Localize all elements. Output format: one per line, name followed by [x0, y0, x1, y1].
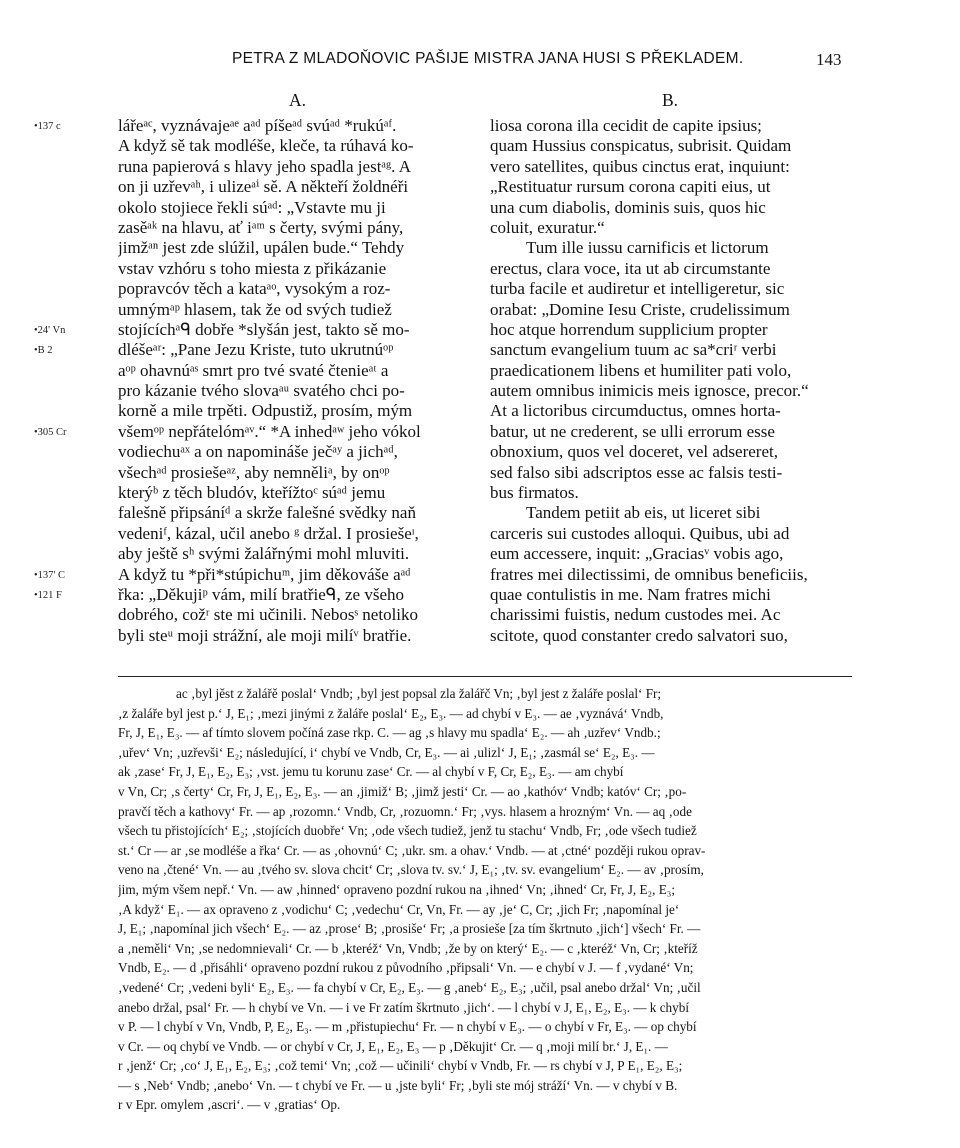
text-line: autem omnibus inimicis meis ignosce, precor.“ — [490, 381, 809, 401]
footnote-line: st.‘ Cr — ar ‚se modléše a řka‘ Cr. — as ‚ohovnú‘ C; ‚ukr. sm. a ohav.‘ Vndb. — at ‚ctné‘ později rukou oprav- — [118, 842, 706, 858]
footnote-line: v Cr. — oq chybí ve Vndb. — or chybí v Cr, J, E₁, E₂, E₃ — p ‚Děkujit‘ Cr. — q ‚moji milí br.‘ J, E₁. — — [118, 1038, 668, 1054]
text-line: falešně připsáníᵈ a skrže falešné svědky naň — [118, 503, 416, 523]
text-line: vedeniᶠ, kázal, učil anebo ᵍ držal. I prosiešeᶦ, — [118, 523, 419, 543]
text-line: aᵒᵖ ohavnúᵃˢ smrt pro tvé svaté čtenieᵃᵗ a — [118, 360, 389, 380]
text-line: lářeᵃᶜ, vyznávajeᵃᵉ aᵃᵈ píšeᵃᵈ svúᵃᵈ *rukúᵃᶠ. — [118, 116, 397, 135]
text-line: stojícíchᵃᑫ dobře *slyšán jest, takto sě mo- — [118, 319, 410, 339]
text-line: korně a mile trpěti. Odpustiž, prosím, mým — [118, 401, 413, 421]
text-line: scitote, quod constanter credo salvatori suo, — [490, 625, 788, 645]
text-line: turba facile et audiretur et intelligeretur, sic — [490, 279, 785, 299]
text-line: on ji uzřevᵃʰ, i ulizeᵃⁱ sě. A někteří žoldnéři — [118, 177, 409, 197]
text-line: „Restituatur rursum corona capiti eius, ut — [490, 177, 771, 197]
margin-note: •B 2 — [34, 345, 53, 357]
footnote-line: ac ‚byl jěst z žalářě poslal‘ Vndb; ‚byl jest popsal zla žalářč Vn; ‚byl jest z žaláře poslal‘ Fr; — [176, 686, 662, 701]
footnote-line: ‚vedené‘ Cr; ‚vedeni byli‘ E₂, E₃. — fa chybí v Cr, E₂, E₃. — g ‚aneb‘ E₂, E₃; ‚učil, psal anebo držal‘ Vn; ‚učil — [118, 979, 701, 995]
text-line: sanctum evangelium tuum ac sa*criʳ verbi — [490, 340, 777, 360]
footnote-line: r ‚jenž‘ Cr; ‚co‘ J, E₁, E₂, E₃; ‚což temi‘ Vn; ‚což — učinili‘ chybí v Vndb, Fr. — rs chybí v J, P E₁, E₂, E₃; — [118, 1058, 683, 1074]
text-line: vstav vzhóru s toho miesta z přikázanie — [118, 258, 387, 278]
footnote-line: jim, mým všem nepř.‘ Vn. — aw ‚hinned‘ opraveno pozdní rukou na ‚ihned‘ Vn; ‚ihned‘ Cr, Fr, J, E₂, E₃; — [118, 881, 676, 897]
footnote-line: a ‚neměli‘ Vn; ‚se nedomnievali‘ Cr. — b ‚kteréž‘ Vn, Vndb; ‚že by on který‘ E₂. — c ‚kteréž‘ Vn, Cr; ‚kteříž — [118, 940, 698, 956]
text-line: fratres mei dilectissimi, de omnibus beneficiis, — [490, 564, 808, 584]
text-line: runa papierová s hlavy jeho spadla jestᵃᵍ. A — [118, 156, 412, 176]
page-number: 143 — [816, 50, 842, 69]
running-title: PETRA Z MLADOŇOVIC PAŠIJE MISTRA JANA HUSI S PŘEKLADEM. — [232, 50, 744, 67]
margin-note: •137 c — [34, 121, 61, 132]
text-line: coluit, exuratur.“ — [490, 217, 605, 237]
text-line: A když tu *při*stúpichuᵐ, jim děkováše aᵃᵈ — [118, 564, 411, 584]
text-line: carceris sui custodes alloqui. Quibus, ubi ad — [490, 523, 790, 543]
text-line: quam Hussius conspicatus, subrisit. Quidam — [490, 136, 792, 156]
text-line: všechᵃᵈ prosiešeᵃᶻ, aby nemněliᵃ, by onᵒᵖ — [118, 462, 390, 482]
footnote-line: pravčí těch a kathovy‘ Fr. — ap ‚rozomn.‘ Vndb, Cr, ‚rozuomn.‘ Fr; ‚vys. hlasem a hrozným‘ Vn. — aq ‚ode — [118, 803, 692, 819]
footnote-rule — [118, 676, 852, 677]
footnote-line: Vndb, E₂. — d ‚přisáhli‘ opraveno pozdní rukou z původního ‚připsali‘ Vn. — e chybí v J. — f ‚vydané‘ Vn; — [118, 960, 694, 976]
text-line: všemᵒᵖ nepřátelómᵃᵛ.“ *A inhedᵃʷ jeho vókol — [118, 421, 421, 441]
footnote-line: všech tu přistojících‘ E₂; ‚stojících duobře‘ Vn; ‚ode všech tudiež, jenž tu stachu‘ Vndb, Fr; ‚ode všech tudiež — [118, 823, 697, 839]
text-line: aby ještě sʰ svými žalářnými mohl mluviti. — [118, 544, 410, 564]
text-line: At a lictoribus circumductus, omnes horta- — [490, 401, 781, 421]
text-line: charissimi fuistis, nedum custodes mei. Ac — [490, 605, 781, 625]
text-line: obnoxium, quos vel doceret, vel adsereret, — [490, 442, 778, 462]
text-line: pro kázanie tvého slovaᵃᵘ svatého chci po- — [118, 381, 405, 401]
text-line: hoc atque horrendum supplicium propter — [490, 319, 768, 339]
footnote-line: ‚A když‘ E₁. — ax opraveno z ‚vodichu‘ C; ‚vedechu‘ Cr, Vn, Fr. — ay ‚je‘ C, Cr; ‚jich Fr; ‚napomínal je‘ — [118, 901, 680, 917]
text-line: popravcóv těch a kataᵃᵒ, vysokým a roz- — [118, 279, 391, 299]
text-line: dléšeᵃʳ: „Pane Jezu Kriste, tuto ukrutnúᵒᵖ — [118, 340, 394, 360]
footnote-line: v Vn, Cr; ‚s čerty‘ Cr, Fr, J, E₁, E₂, E₃. — an ‚jimiž‘ B; ‚jimž jesti‘ Cr. — ao ‚kathóv‘ Vndb; katóv‘ Cr; ‚po- — [118, 783, 687, 799]
text-line: řka: „Děkujiᵖ vám, milí bratřieᑫ, ze všeho — [118, 584, 404, 604]
footnote-line: Fr, J, E₁, E₃. — af tímto slovem počíná zase rkp. C. — ag ‚s hlavy mu spadla‘ E₂. — ah ‚uzřev‘ Vndb.; — [118, 725, 661, 741]
text-line: Tum ille iussu carnificis et lictorum — [526, 238, 769, 258]
text-line: una cum diabolis, dominis suis, quos hic — [490, 197, 766, 217]
text-line: byli steᵘ moji strážní, ale moji milíᵛ bratřie. — [118, 625, 412, 645]
text-line: kterýᵇ z těch bludóv, kteřížtoᶜ súᵃᵈ jemu — [118, 483, 386, 503]
latin-text-column — [490, 116, 850, 646]
text-line: zasěᵃᵏ na hlavu, ať iᵃᵐ s čerty, svými pány, — [118, 217, 404, 237]
text-line: A když sě tak modléše, kleče, ta rúhavá ko- — [118, 136, 414, 156]
text-line: umnýmᵃᵖ hlasem, tak že od svých tudiež — [118, 299, 392, 319]
text-line: quae contulistis in me. Nam fratres michi — [490, 584, 771, 604]
footnote-line: ak ‚zase‘ Fr, J, E₁, E₂, E₃; ‚vst. jemu tu korunu zase‘ Cr. — al chybí v F, Cr, E₂, E₃. — am chybí — [118, 764, 624, 780]
text-line: bus firmatos. — [490, 483, 579, 503]
text-line: vero satellites, quibus cinctus erat, inquiunt: — [490, 156, 790, 176]
footnote-line: veno na ‚čtené‘ Vn. — au ‚tvého sv. slova chcit‘ Cr; ‚slova tv. sv.‘ J, E₁; ‚tv. sv. evangelium‘ E₂. — av ‚prosím, — [118, 862, 704, 878]
text-line: dobrého, cožʳ ste mi učinili. Nebosˢ netoliko — [118, 605, 419, 625]
critical-apparatus — [118, 684, 854, 1115]
footnote-line: ‚uřev‘ Vn; ‚uzřevši‘ E₂; následující, i‘ chybí ve Vndb, Cr, E₃. — ai ‚ulizl‘ J, E₁; ‚zasmál se‘ E₂, E₃. — — [118, 744, 655, 760]
czech-text-column — [118, 116, 478, 646]
text-line: sed falso sibi adscriptos esse ac falsis testi- — [490, 462, 783, 482]
footnote-line: v P. — l chybí v Vn, Vndb, P, E₂, E₃. — m ‚přistupiechu‘ Fr. — n chybí v E₃. — o chybí v Fr, E₃. — op chybí — [118, 1019, 697, 1035]
footnote-line: ‚z žaláře byl jest p.‘ J, E₁; ‚mezi jinými z žaláře poslal‘ E₂, E₃. — ad chybí v E₃. — ae ‚vyznává‘ Vndb, — [118, 705, 664, 721]
column-b-heading: B. — [662, 90, 679, 110]
text-line: batur, ut ne crederent, se ulli errorum esse — [490, 421, 775, 441]
margin-note: •137' C — [34, 569, 65, 581]
footnote-line: r v Epr. omylem ‚ascri‘. — v ‚gratias‘ Op. — [118, 1097, 341, 1113]
text-line: vodiechuᵃˣ a on napomináše ječᵃʸ a jichᵃᵈ, — [118, 442, 398, 462]
margin-note: •305 Cr — [34, 427, 67, 438]
text-line: erectus, clara voce, ita ut ab circumstante — [490, 258, 771, 278]
text-line: Tandem petiit ab eis, ut liceret sibi — [526, 503, 761, 523]
text-line: praedicationem libens et humiliter pati volo, — [490, 360, 792, 380]
text-line: liosa corona illa cecidit de capite ipsius; — [490, 116, 762, 135]
text-line: okolo stojiece řekli súᵃᵈ: „Vstavte mu ji — [118, 197, 386, 217]
margin-note: •24' Vn — [34, 325, 66, 336]
footnote-line: anebo držal, psal‘ Fr. — h chybí ve Vn. — i ve Fr zatím škrtnuto ‚jich‘. — l chybí v J, E₁, E₂, E₃. — k chybí — [118, 999, 689, 1015]
footnote-line: — s ‚Neb‘ Vndb; ‚anebo‘ Vn. — t chybí ve Fr. — u ‚jste byli‘ Fr; ‚byli ste mój stráží‘ Vn. — v chybí v B. — [118, 1077, 678, 1093]
footnote-line: J, E₁; ‚napomínal jich všech‘ E₂. — az ‚prose‘ B; ‚prosiše‘ Fr; ‚a prosieše [za tím škrtnuto ‚jich‘] všech‘ Fr. — — [118, 921, 701, 937]
column-a-heading: A. — [289, 90, 307, 110]
text-line: orabat: „Domine Iesu Criste, crudelissimum — [490, 299, 790, 319]
running-head — [0, 48, 960, 74]
text-line: eum accessere, inquit: „Graciasᵛ vobis ago, — [490, 544, 784, 564]
text-line: jimžᵃⁿ jest zde slúžil, upálen bude.“ Tehdy — [118, 238, 405, 258]
margin-note: •121 F — [34, 590, 62, 602]
